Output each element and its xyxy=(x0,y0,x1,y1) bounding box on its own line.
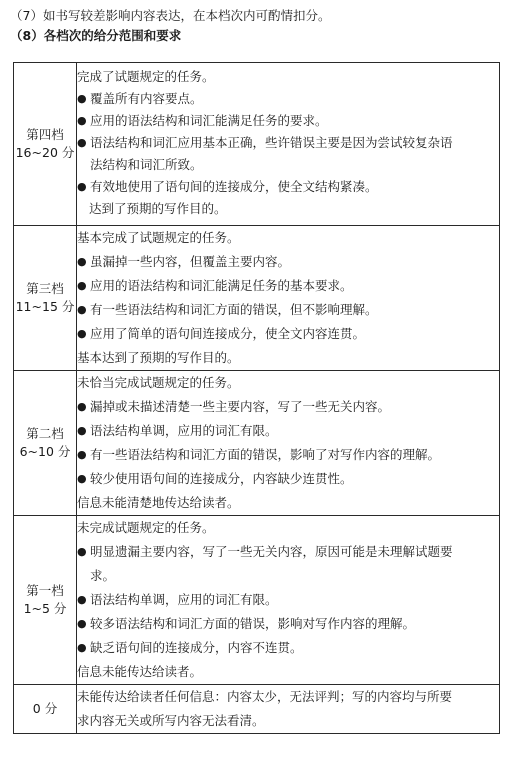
level-lead: 未恰当完成试题规定的任务。 xyxy=(77,375,240,390)
criterion-item: ● 漏掉或未描述清楚一些主要内容，写了一些无关内容。 xyxy=(77,395,499,419)
bullet-icon: ● xyxy=(77,327,87,340)
note-8-heading: （8）各档次的给分范围和要求 xyxy=(10,28,182,43)
bullet-icon: ● xyxy=(77,400,87,413)
level-label-cell xyxy=(14,63,77,226)
level-score-range: 11~15 分 xyxy=(15,299,75,314)
criterion-item: ● 应用了简单的语句间连接成分，使全文内容连贯。 xyxy=(77,322,499,346)
level-name: 第三档 xyxy=(26,281,64,296)
criterion-item: ● 语法结构单调，应用的词汇有限。 xyxy=(77,419,499,443)
criterion-item: ● 应用的语法结构和词汇能满足任务的要求。 xyxy=(77,110,499,132)
level-closing: 基本达到了预期的写作目的。 xyxy=(77,350,240,365)
level-name: 第二档 xyxy=(26,426,64,441)
level-description-cell xyxy=(77,516,500,685)
criterion-item: ● 虽漏掉一些内容，但覆盖主要内容。 xyxy=(77,250,499,274)
criterion-item: ● 明显遗漏主要内容，写了一些无关内容，原因可能是未理解试题要 xyxy=(77,540,499,564)
level-lead: 未完成试题规定的任务。 xyxy=(77,520,215,535)
criterion-item: ● 有效地使用了语句间的连接成分，使全文结构紧凑。 xyxy=(77,176,499,198)
criterion-item: ● 有一些语法结构和词汇方面的错误，但不影响理解。 xyxy=(77,298,499,322)
level-score-range: 6~10 分 xyxy=(19,444,71,459)
criterion-item: ● 有一些语法结构和词汇方面的错误，影响了对写作内容的理解。 xyxy=(77,443,499,467)
rubric-row-level-4 xyxy=(14,63,500,226)
level-label-cell xyxy=(14,516,77,685)
level-label-cell xyxy=(14,685,77,734)
bullet-icon: ● xyxy=(77,545,87,558)
criterion-item: ● 语法结构单调，应用的词汇有限。 xyxy=(77,588,499,612)
criterion-item: ● 较多语法结构和词汇方面的错误，影响对写作内容的理解。 xyxy=(77,612,499,636)
bullet-icon: ● xyxy=(77,424,87,437)
level-description-cell xyxy=(77,226,500,371)
criterion-item: ● 语法结构和词汇应用基本正确，些许错误主要是因为尝试较复杂语 xyxy=(77,132,499,154)
level-description-cell xyxy=(77,63,500,226)
criterion-item: ● 应用的语法结构和词汇能满足任务的基本要求。 xyxy=(77,274,499,298)
criterion-item: ● 覆盖所有内容要点。 xyxy=(77,88,499,110)
level-score-range: 1~5 分 xyxy=(23,601,67,616)
level-label-cell xyxy=(14,226,77,371)
scoring-rubric-table xyxy=(13,62,500,734)
bullet-icon: ● xyxy=(77,92,87,105)
criterion-item: ● 缺乏语句间的连接成分，内容不连贯。 xyxy=(77,636,499,660)
level-closing: 信息未能清楚地传达给读者。 xyxy=(77,495,240,510)
bullet-icon: ● xyxy=(77,448,87,461)
bullet-icon: ● xyxy=(77,180,87,193)
note-7: （7）如书写较差影响内容表达，在本档次内可酌情扣分。 xyxy=(10,8,331,23)
level-lead: 基本完成了试题规定的任务。 xyxy=(77,230,240,245)
level-closing: 达到了预期的写作目的。 xyxy=(89,201,227,216)
rubric-row-level-1 xyxy=(14,516,500,685)
level-label-cell xyxy=(14,371,77,516)
criterion-item: ● 较少使用语句间的连接成分，内容缺少连贯性。 xyxy=(77,467,499,491)
level-lead: 完成了试题规定的任务。 xyxy=(77,69,215,84)
rubric-row-level-3 xyxy=(14,226,500,371)
level-score-range: 16~20 分 xyxy=(15,145,75,160)
bullet-icon: ● xyxy=(77,255,87,268)
bullet-icon: ● xyxy=(77,136,87,149)
bullet-icon: ● xyxy=(77,303,87,316)
level-closing: 信息未能传达给读者。 xyxy=(77,664,203,679)
level-name: 第一档 xyxy=(26,583,64,598)
bullet-icon: ● xyxy=(77,593,87,606)
bullet-icon: ● xyxy=(77,472,87,485)
criterion-continuation: 法结构和词汇所致。 xyxy=(90,157,203,172)
level-description-cell xyxy=(77,371,500,516)
rubric-row-level-2 xyxy=(14,371,500,516)
level-description-cell xyxy=(77,685,500,734)
criterion-continuation: 求。 xyxy=(90,568,116,583)
level-text-line: 未能传达给读者任何信息：内容太少，无法评判；写的内容均与所要 xyxy=(77,689,453,704)
level-name: 第四档 xyxy=(26,127,64,142)
bullet-icon: ● xyxy=(77,617,87,630)
level-name: 0 分 xyxy=(32,701,58,716)
bullet-icon: ● xyxy=(77,114,87,127)
level-text-line: 求内容无关或所写内容无法看清。 xyxy=(77,713,265,728)
rubric-row-level-0 xyxy=(14,685,500,734)
bullet-icon: ● xyxy=(77,279,87,292)
bullet-icon: ● xyxy=(77,641,87,654)
